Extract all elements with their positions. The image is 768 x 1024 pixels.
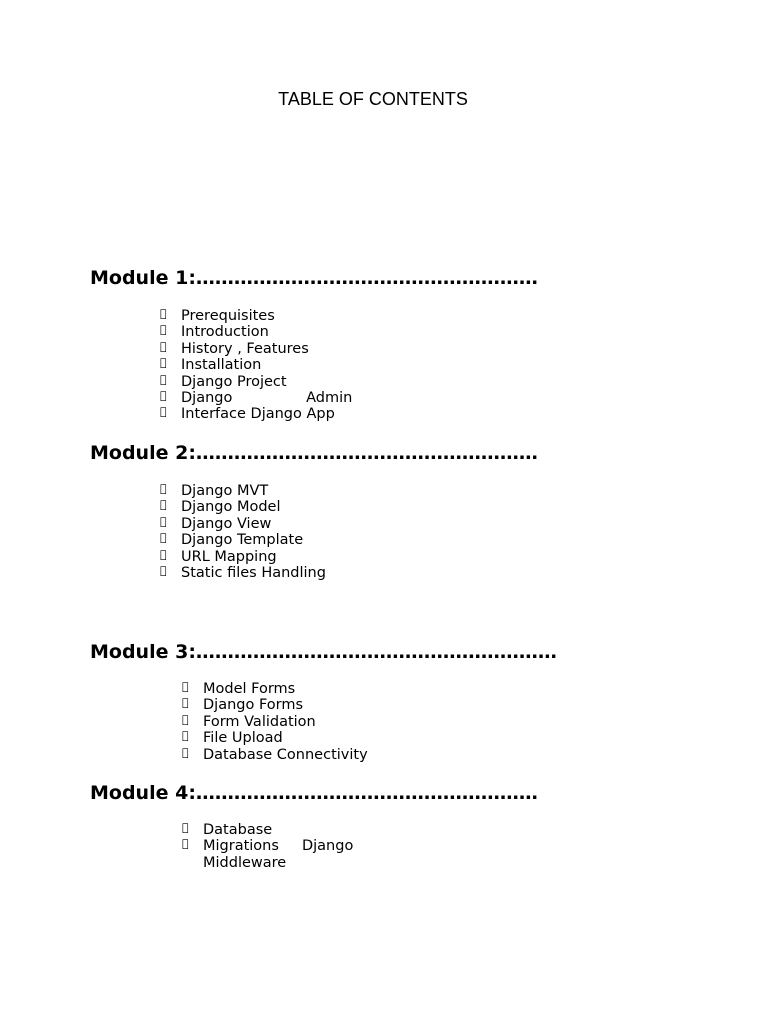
checkbox-bullet-icon	[160, 531, 167, 545]
checkbox-bullet-icon	[182, 729, 189, 743]
checkbox-bullet-icon	[160, 548, 167, 562]
checkbox-bullet-icon	[182, 821, 189, 835]
checkbox-bullet-icon	[160, 307, 167, 321]
checkbox-bullet-icon	[160, 564, 167, 578]
checkbox-bullet-icon	[182, 680, 189, 694]
checkbox-bullet-icon	[182, 837, 189, 851]
module-2-heading: Module 2:………………………………………………	[90, 442, 538, 464]
checkbox-bullet-icon	[160, 323, 167, 337]
checkbox-bullet-icon	[182, 746, 189, 760]
checkbox-bullet-icon	[160, 482, 167, 496]
checkbox-bullet-icon	[160, 373, 167, 387]
checkbox-bullet-icon	[182, 696, 189, 710]
checkbox-bullet-icon	[160, 389, 167, 403]
checkbox-bullet-icon	[182, 713, 189, 727]
checkbox-bullet-icon	[160, 498, 167, 512]
checkbox-bullet-icon	[160, 515, 167, 529]
module-3-heading: Module 3:…………………………………………………	[90, 641, 557, 663]
module-1-heading: Module 1:………………………………………………	[90, 267, 538, 289]
module-4-heading: Module 4:………………………………………………	[90, 782, 538, 804]
list-item-continuation: Middleware	[203, 854, 287, 871]
checkbox-bullet-icon	[160, 356, 167, 370]
checkbox-bullet-icon	[160, 405, 167, 419]
page-title: TABLE OF CONTENTS	[278, 89, 468, 109]
checkbox-bullet-icon	[160, 340, 167, 354]
